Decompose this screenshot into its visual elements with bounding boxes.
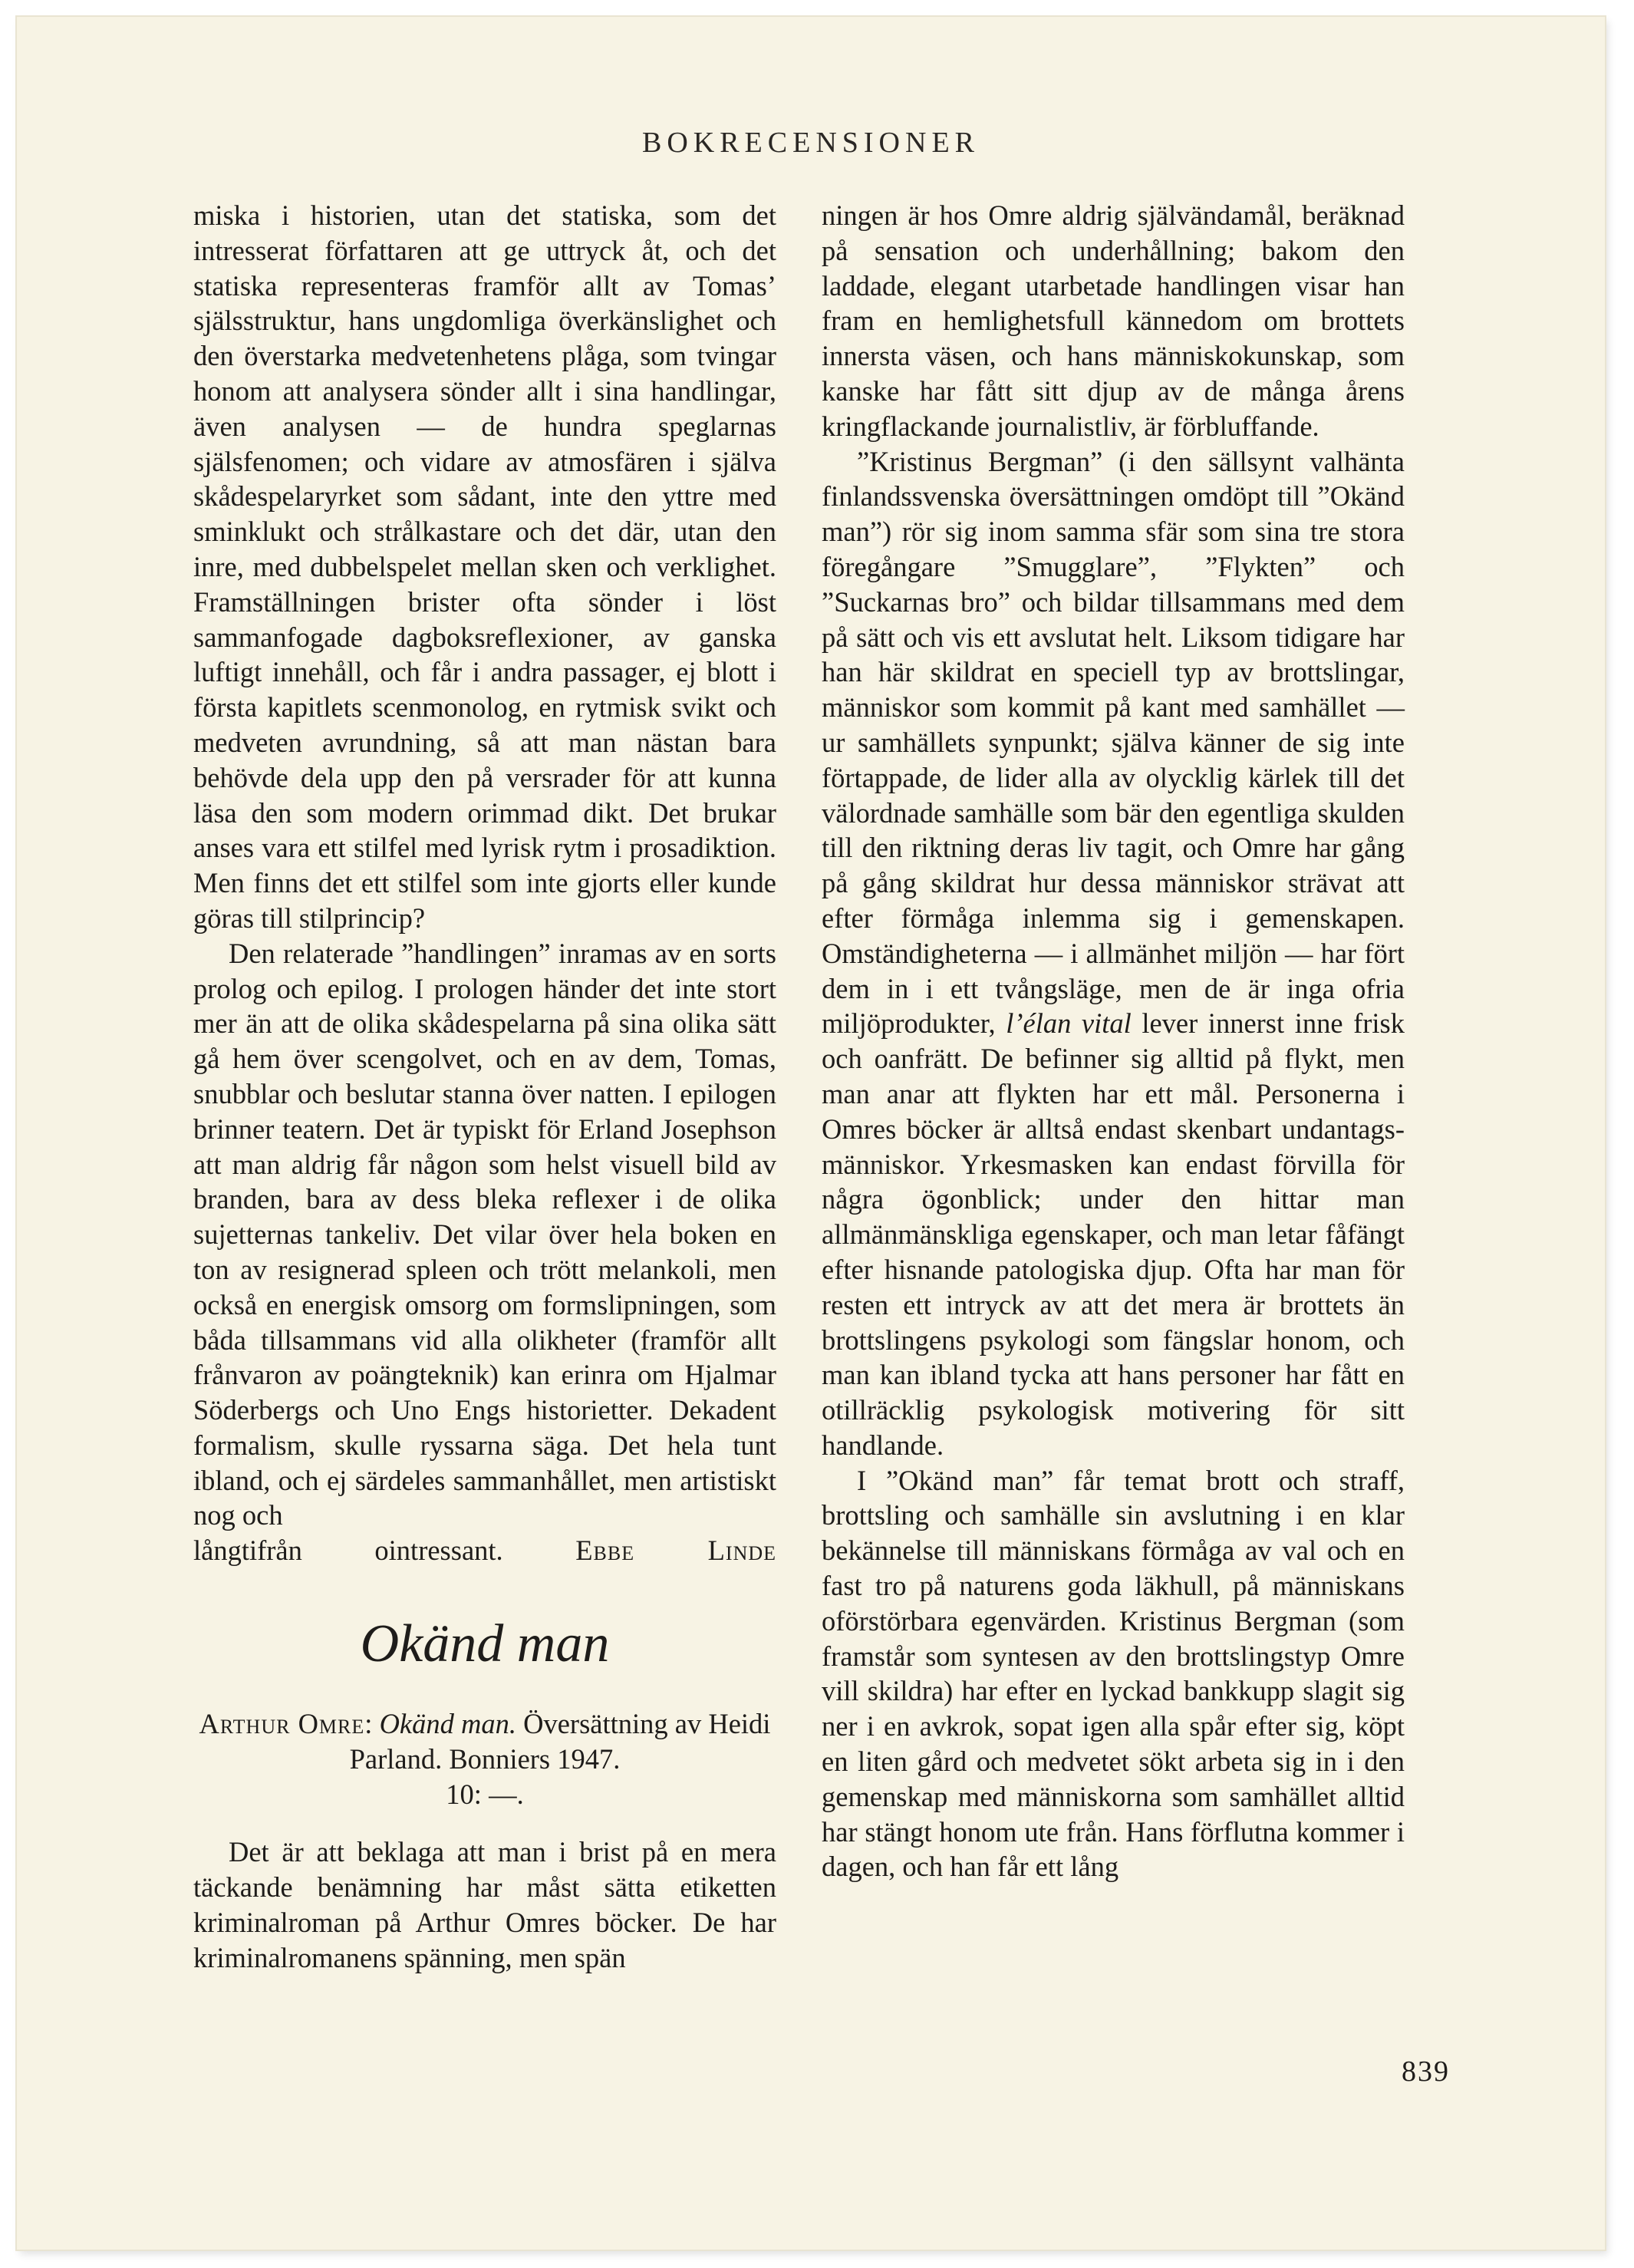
right-column — [822, 198, 1405, 1884]
paragraph-end: långtifrån ointressant. — [193, 1535, 503, 1567]
paragraph: ningen är hos Omre aldrig självändamål, beräknad på sensation och underhållning; bakom den laddade, elegant utarbetade handlingen visar han fram en hemlighetsfull kännedom om brottets innersta väsen, och hans människokunskap, som kanske har fått sitt djup av de många årens kringflackande journalistliv, är förbluffande. — [822, 199, 1405, 442]
signature-line — [193, 1533, 776, 1568]
review-title: Okänd man — [360, 1614, 610, 1674]
paragraph-text: lever innerst inne frisk och oanfrätt. De befinner sig alltid på flykt, men man anar att flykten har ett mål. Personerna i Omres böcker är alltså endast skenbart undantagsmänniskor. Yrkesmasken kan endast förvilla för några ögonblick; under den hittar man allmänmänskliga egenskaper, och man letar fåfängt efter hisnande patologiska djup. Ofta har man för resten ett intryck av att det mera är brottets än brottslingens psykologi som fängslar honom, och man kan ibland tycka att hans personer har fått en otillräcklig psykologisk motivering för sitt handlande. — [822, 1007, 1405, 1461]
paragraph — [822, 444, 1405, 1463]
italic-phrase: l’élan vital — [1006, 1007, 1132, 1040]
paragraph: I ”Okänd man” får temat brott och straff, brottsling och samhälle sin avslutning i en klar bekännelse till människans förmåga av val och en fast tro på naturens goda läkhull, på människans oförstörbara egenvärden. Kristinus Bergman (som framstår som syntesen av den brottslingstyp Omre vill skildra) har efter en lyckad bankkupp slagit sig ner i en avkrok, sopat igen alla spår efter sig, köpt en liten gård och medvetet sökt arbeta sig in i den gemenskap med människorna som samhället alltid har stängt honom ute från. Hans förflutna kommer i dagen, och han får ett lång — [822, 1464, 1405, 1883]
left-column — [193, 198, 776, 1976]
page-number: 839 — [1402, 2055, 1450, 2088]
reviewer-signature: Ebbe Linde — [575, 1535, 776, 1567]
paragraph-text: ”Kristinus Bergman” (i den sällsynt valhänta finlandssvenska översättningen omdöpt till ”Okänd man”) rör sig inom samma sfär som sina tre stora föregångare ”Smugglare”, ”Flykten” och ”Suckarnas bro” och bildar tillsammans med dem på sätt och vis ett avslutat helt. Liksom tidigare har han här skildrat en speciell typ av brottslingar, människor som kommit på kant med samhället — ur samhällets synpunkt; själva känner de sig inte förtappade, de lider alla av olycklig kärlek till det välordnade samhälle som bär den egentliga skulden till den riktning deras liv tagit, och Omre har gång på gång skildrat hur dessa människor strävat att efter förmåga inlemma sig i gemenskapen. Omständigheterna — i allmänhet miljön — har fört dem in i ett tvångsläge, men de är inga ofria miljöprodukter, — [822, 445, 1405, 1040]
paragraph: Det är att beklaga att man i brist på en mera täckande benämning har måst sätta etiketten kriminalroman på Arthur Omres böcker. De har kriminalromanens spänning, men spän — [193, 1836, 776, 1973]
paragraph: miska i historien, utan det statiska, som det intresserat författaren att ge uttryck åt, och det statiska representeras framför allt av Tomas’ själsstruktur, hans ungdomliga överkänslighet och den överstarka medvetenhetens plåga, som tvingar honom att analysera sönder allt i sina handlingar, även analysen — de hundra speglarnas själsfenomen; och vidare av atmosfären i själva skådespelaryrket som sådant, inte den yttre med sminklukt och strålkastare och det där, utan den inre, med dubbelspelet mellan sken och verklighet. Framställningen brister ofta sönder i löst sammanfogade dagboksreflexioner, av ganska luftigt innehåll, och får i andra passager, ej blott i första kapitlets scenmonolog, en rytmisk svikt och medveten avrundning, så att man nästan bara behövde dela upp den på versrader för att kunna läsa den som modern orimmad dikt. Det brukar anses vara ett stilfel med lyrisk rytm i prosadiktion. Men finns det ett stilfel som inte gjorts eller kunde göras till stilprincip? — [193, 199, 776, 934]
citation-separator: : — [364, 1708, 380, 1740]
running-head: BOKRECENSIONER — [641, 127, 980, 159]
book-price: 10: —. — [446, 1778, 524, 1810]
book-author: Arthur Omre — [199, 1708, 365, 1740]
journal-page — [17, 17, 1605, 2250]
book-citation — [193, 1706, 776, 1811]
paragraph: Den relaterade ”handlingen” inramas av en sorts prolog och epilog. I prologen händer det inte stort mer än att de olika skådespelarna på sina olika sätt gå hem över scengolvet, och en av dem, Tomas, snubblar och beslutar stanna över natten. I epilogen brinner teatern. Det är typiskt för Erland Josephson att man aldrig får någon som helst visuell bild av branden, bara av dess bleka reflexer i de olika sujetternas tankeliv. Det vilar över hela boken en ton av resignerad spleen och trött melankoli, men också en energisk omsorg om formslipningen, som båda tillsammans vid alla olikheter (framför allt frånvaron av poängteknik) kan erinra om Hjalmar Söderbergs och Uno Engs historietter. Dekadent formalism, skulle ryssarna säga. Det hela tunt ibland, och ej särdeles sammanhållet, men artistiskt nog och — [193, 937, 776, 1531]
book-title: Okänd man. — [379, 1708, 516, 1740]
book-publication: Översättning av Heidi Parland. Bonniers 1947. — [349, 1708, 771, 1775]
